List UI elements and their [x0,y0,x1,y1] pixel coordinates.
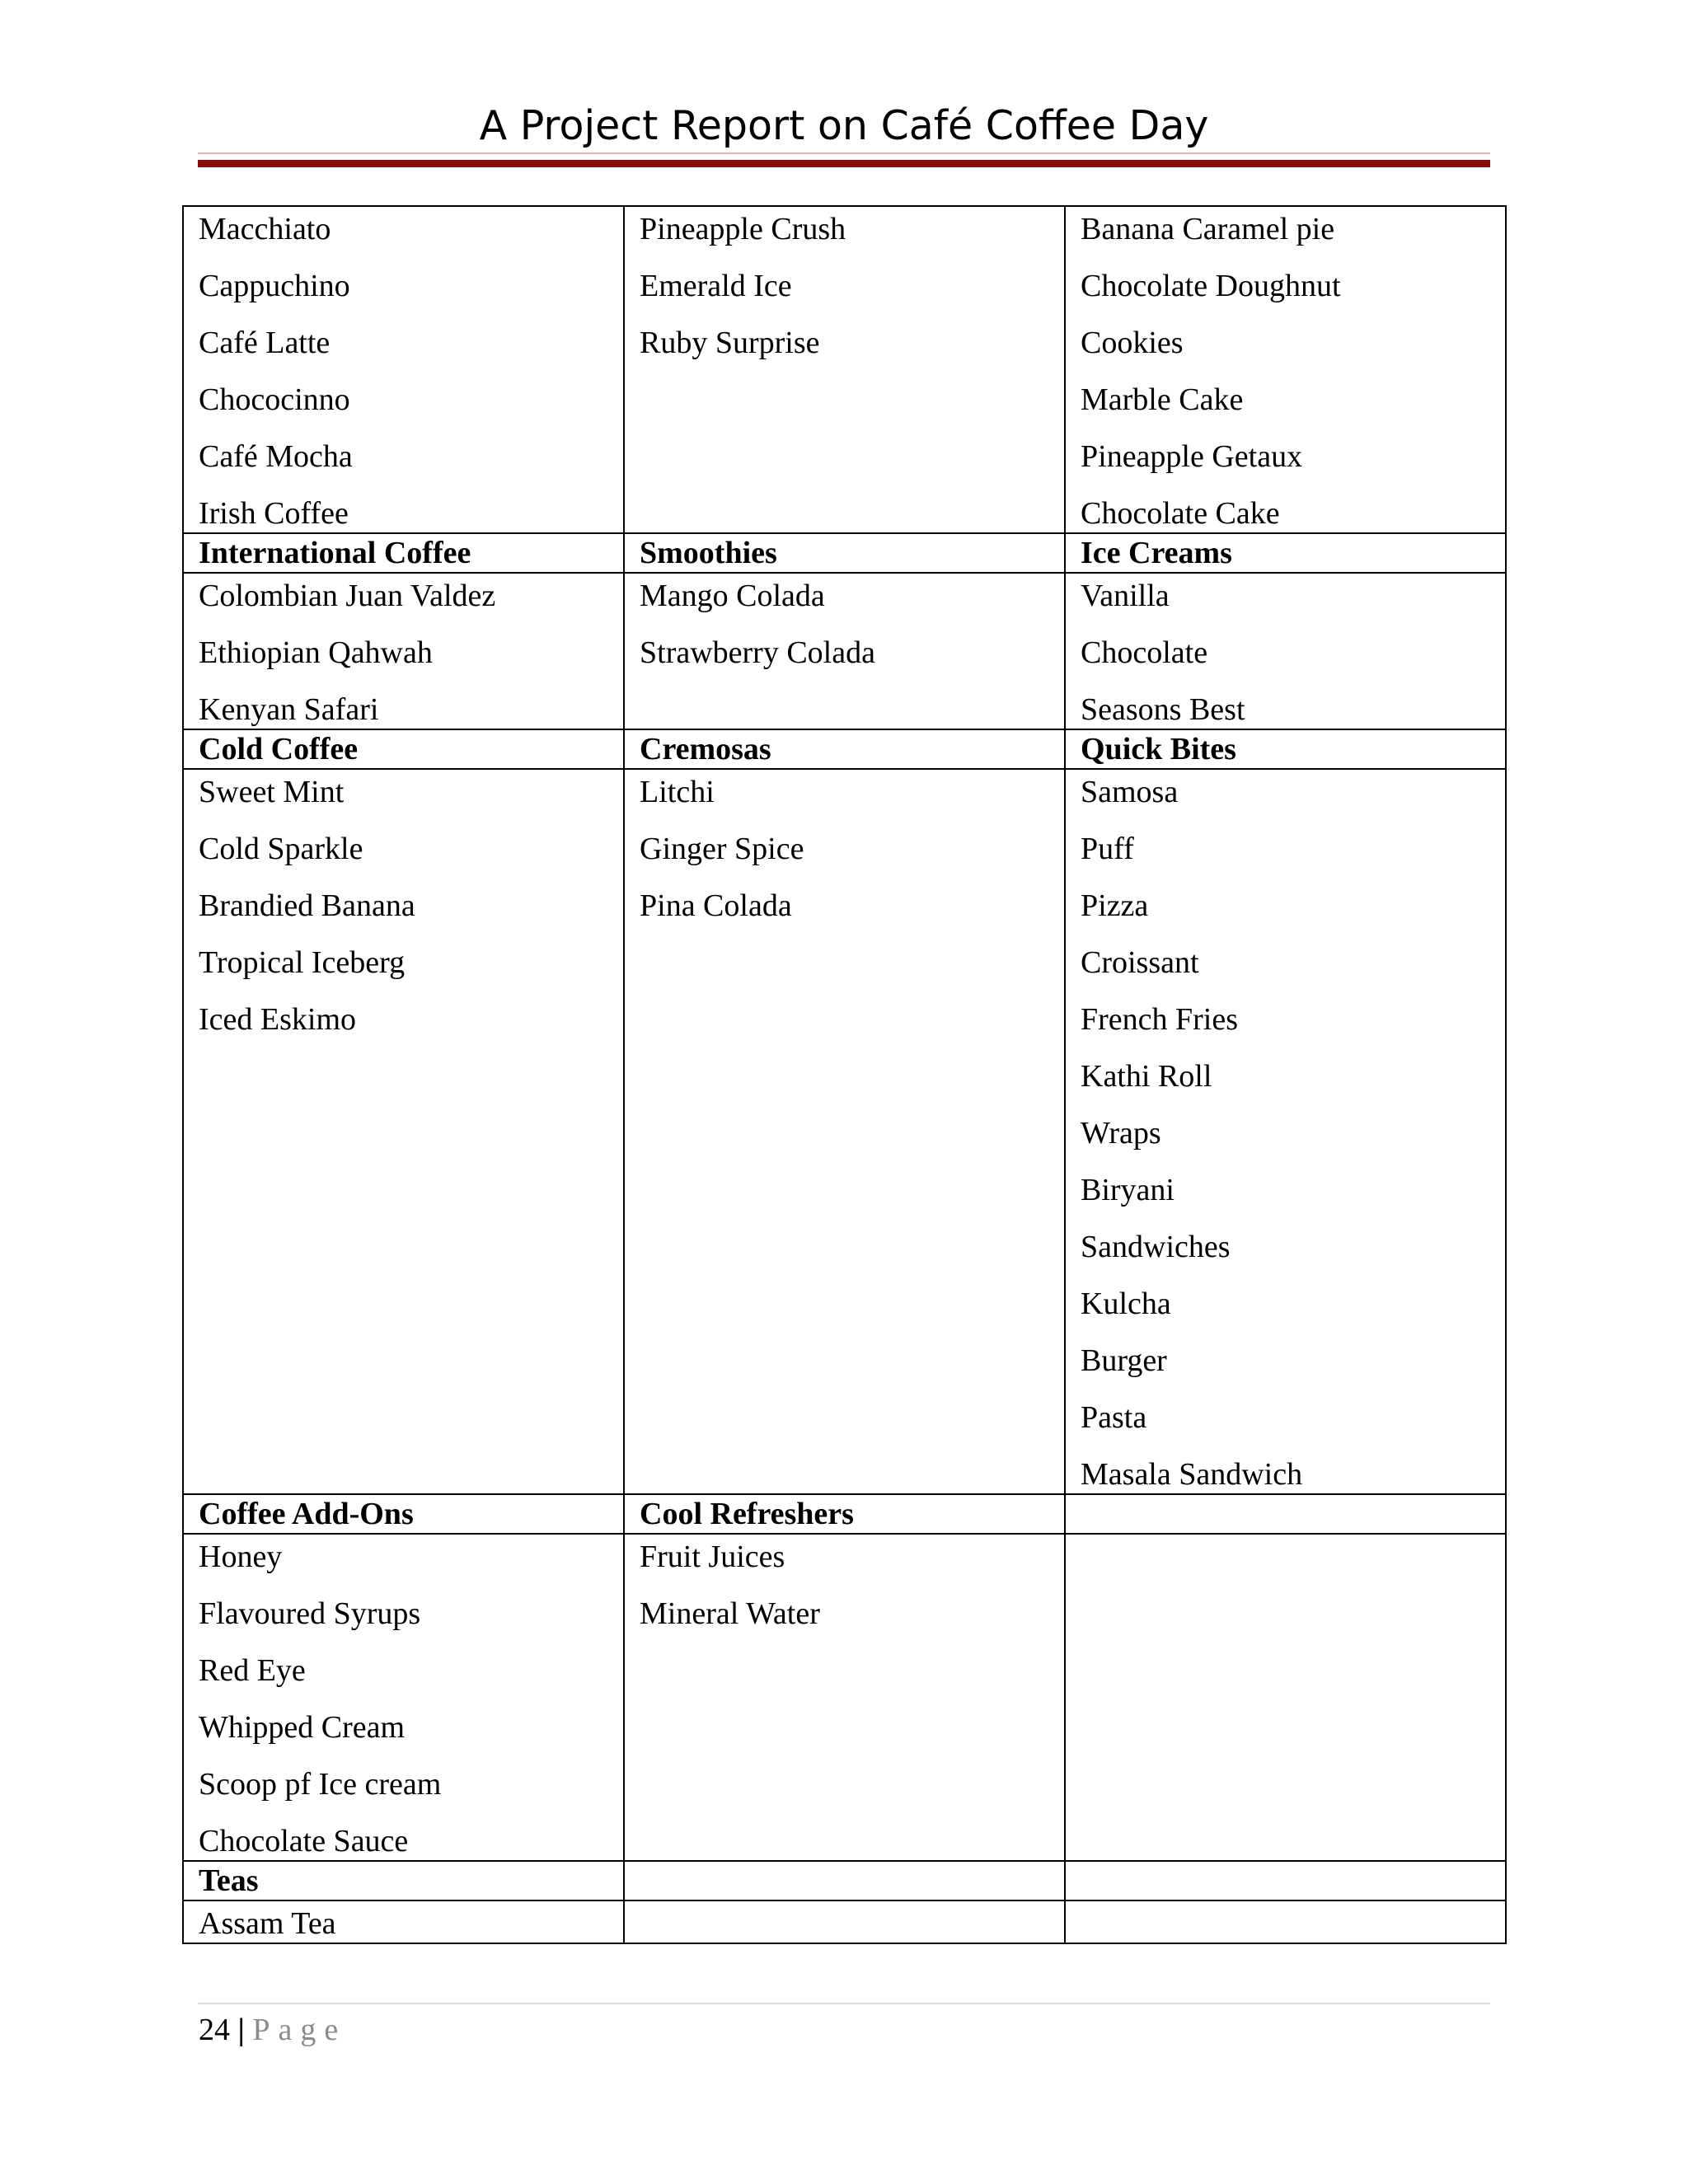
menu-item: Masala Sandwich [1081,1457,1303,1492]
menu-item: Chocolate [1081,635,1208,670]
items-cell [1065,769,1506,1494]
section-heading-row [183,533,1506,573]
items-cell [624,206,1065,533]
items-cell [183,573,624,729]
menu-item: Pasta [1081,1400,1147,1435]
page-number: 24 [199,2013,230,2047]
heading-cell [624,1494,1065,1534]
section-heading: Cool Refreshers [640,1497,854,1531]
heading-cell [183,1494,624,1534]
menu-item: Banana Caramel pie [1081,212,1335,246]
menu-item: Marble Cake [1081,382,1244,417]
section-heading: Cold Coffee [199,732,359,766]
menu-item: Tropical Iceberg [199,945,406,980]
menu-item: Croissant [1081,945,1199,980]
menu-item: Flavoured Syrups [199,1596,421,1631]
menu-item: Vanilla [1081,579,1170,613]
menu-item: Sweet Mint [199,775,345,809]
section-items-row [183,1534,1506,1861]
items-cell [1065,1534,1506,1861]
items-cell [183,1900,624,1943]
heading-cell [1065,1494,1506,1534]
menu-item: Mineral Water [640,1596,820,1631]
menu-item: Litchi [640,775,715,809]
heading-cell [624,533,1065,573]
section-heading: International Coffee [199,536,471,570]
page-label: Page [252,2013,347,2047]
menu-item: Cookies [1081,326,1184,360]
menu-item: Macchiato [199,212,331,246]
header-rule-thick [198,160,1490,167]
menu-item: Red Eye [199,1653,306,1688]
heading-cell [624,1861,1065,1900]
menu-item: Chocolate Sauce [199,1824,409,1858]
menu-item: Café Latte [199,326,331,360]
menu-item: Strawberry Colada [640,635,875,670]
menu-item: Seasons Best [1081,692,1245,727]
menu-item: Cappuchino [199,269,350,303]
items-cell [624,573,1065,729]
menu-item: Whipped Cream [199,1710,406,1745]
menu-item: Emerald Ice [640,269,792,303]
menu-item: Burger [1081,1343,1167,1378]
heading-cell [183,729,624,769]
heading-cell [624,729,1065,769]
menu-item: Scoop pf Ice cream [199,1767,442,1802]
items-cell [624,1534,1065,1861]
menu-item: Puff [1081,832,1134,866]
menu-item: Assam Tea [199,1906,336,1941]
heading-cell [183,1861,624,1900]
items-cell [1065,206,1506,533]
menu-item: Pina Colada [640,888,792,923]
heading-cell [1065,533,1506,573]
section-items-row [183,769,1506,1494]
menu-item: Sandwiches [1081,1230,1231,1264]
menu-table [182,205,1507,1944]
section-items-row [183,573,1506,729]
menu-item: Chocolate Doughnut [1081,269,1341,303]
section-heading: Cremosas [640,732,771,766]
menu-item: Kulcha [1081,1286,1171,1321]
items-cell [183,206,624,533]
section-heading-row [183,1494,1506,1534]
heading-cell [183,533,624,573]
page-separator: | [237,2013,245,2047]
menu-item: Samosa [1081,775,1179,809]
menu-item: Honey [199,1540,283,1574]
items-cell [183,769,624,1494]
menu-item: Ruby Surprise [640,326,820,360]
menu-item: Fruit Juices [640,1540,785,1574]
section-heading: Quick Bites [1081,732,1236,766]
menu-item: Kenyan Safari [199,692,379,727]
menu-item: Chococinno [199,382,350,417]
menu-item: Pizza [1081,888,1149,923]
menu-item: Ethiopian Qahwah [199,635,433,670]
menu-item: Pineapple Getaux [1081,439,1303,474]
menu-item: Café Mocha [199,439,353,474]
menu-item: French Fries [1081,1002,1239,1037]
menu-item: Ginger Spice [640,832,804,866]
menu-item: Mango Colada [640,579,825,613]
section-items-row [183,1900,1506,1943]
heading-cell [1065,1861,1506,1900]
menu-item: Pineapple Crush [640,212,846,246]
menu-item: Biryani [1081,1173,1175,1207]
menu-item: Chocolate Cake [1081,496,1280,531]
menu-item: Kathi Roll [1081,1059,1212,1094]
menu-item: Brandied Banana [199,888,415,923]
section-heading-row [183,1861,1506,1900]
menu-item: Colombian Juan Valdez [199,579,496,613]
items-cell [1065,1900,1506,1943]
header-rule-thin [198,152,1490,154]
section-heading-row [183,729,1506,769]
section-items-row [183,206,1506,533]
section-heading: Coffee Add-Ons [199,1497,414,1531]
items-cell [1065,573,1506,729]
section-heading: Smoothies [640,536,777,570]
items-cell [624,769,1065,1494]
heading-cell [1065,729,1506,769]
menu-item: Irish Coffee [199,496,349,531]
page-header-title: A Project Report on Café Coffee Day [479,102,1209,149]
menu-item: Cold Sparkle [199,832,363,866]
menu-item: Wraps [1081,1116,1161,1151]
page-footer [199,2009,346,2050]
menu-item: Iced Eskimo [199,1002,357,1037]
footer-rule [198,2003,1490,2004]
items-cell [624,1900,1065,1943]
section-heading: Ice Creams [1081,536,1232,570]
items-cell [183,1534,624,1861]
section-heading: Teas [199,1863,259,1898]
